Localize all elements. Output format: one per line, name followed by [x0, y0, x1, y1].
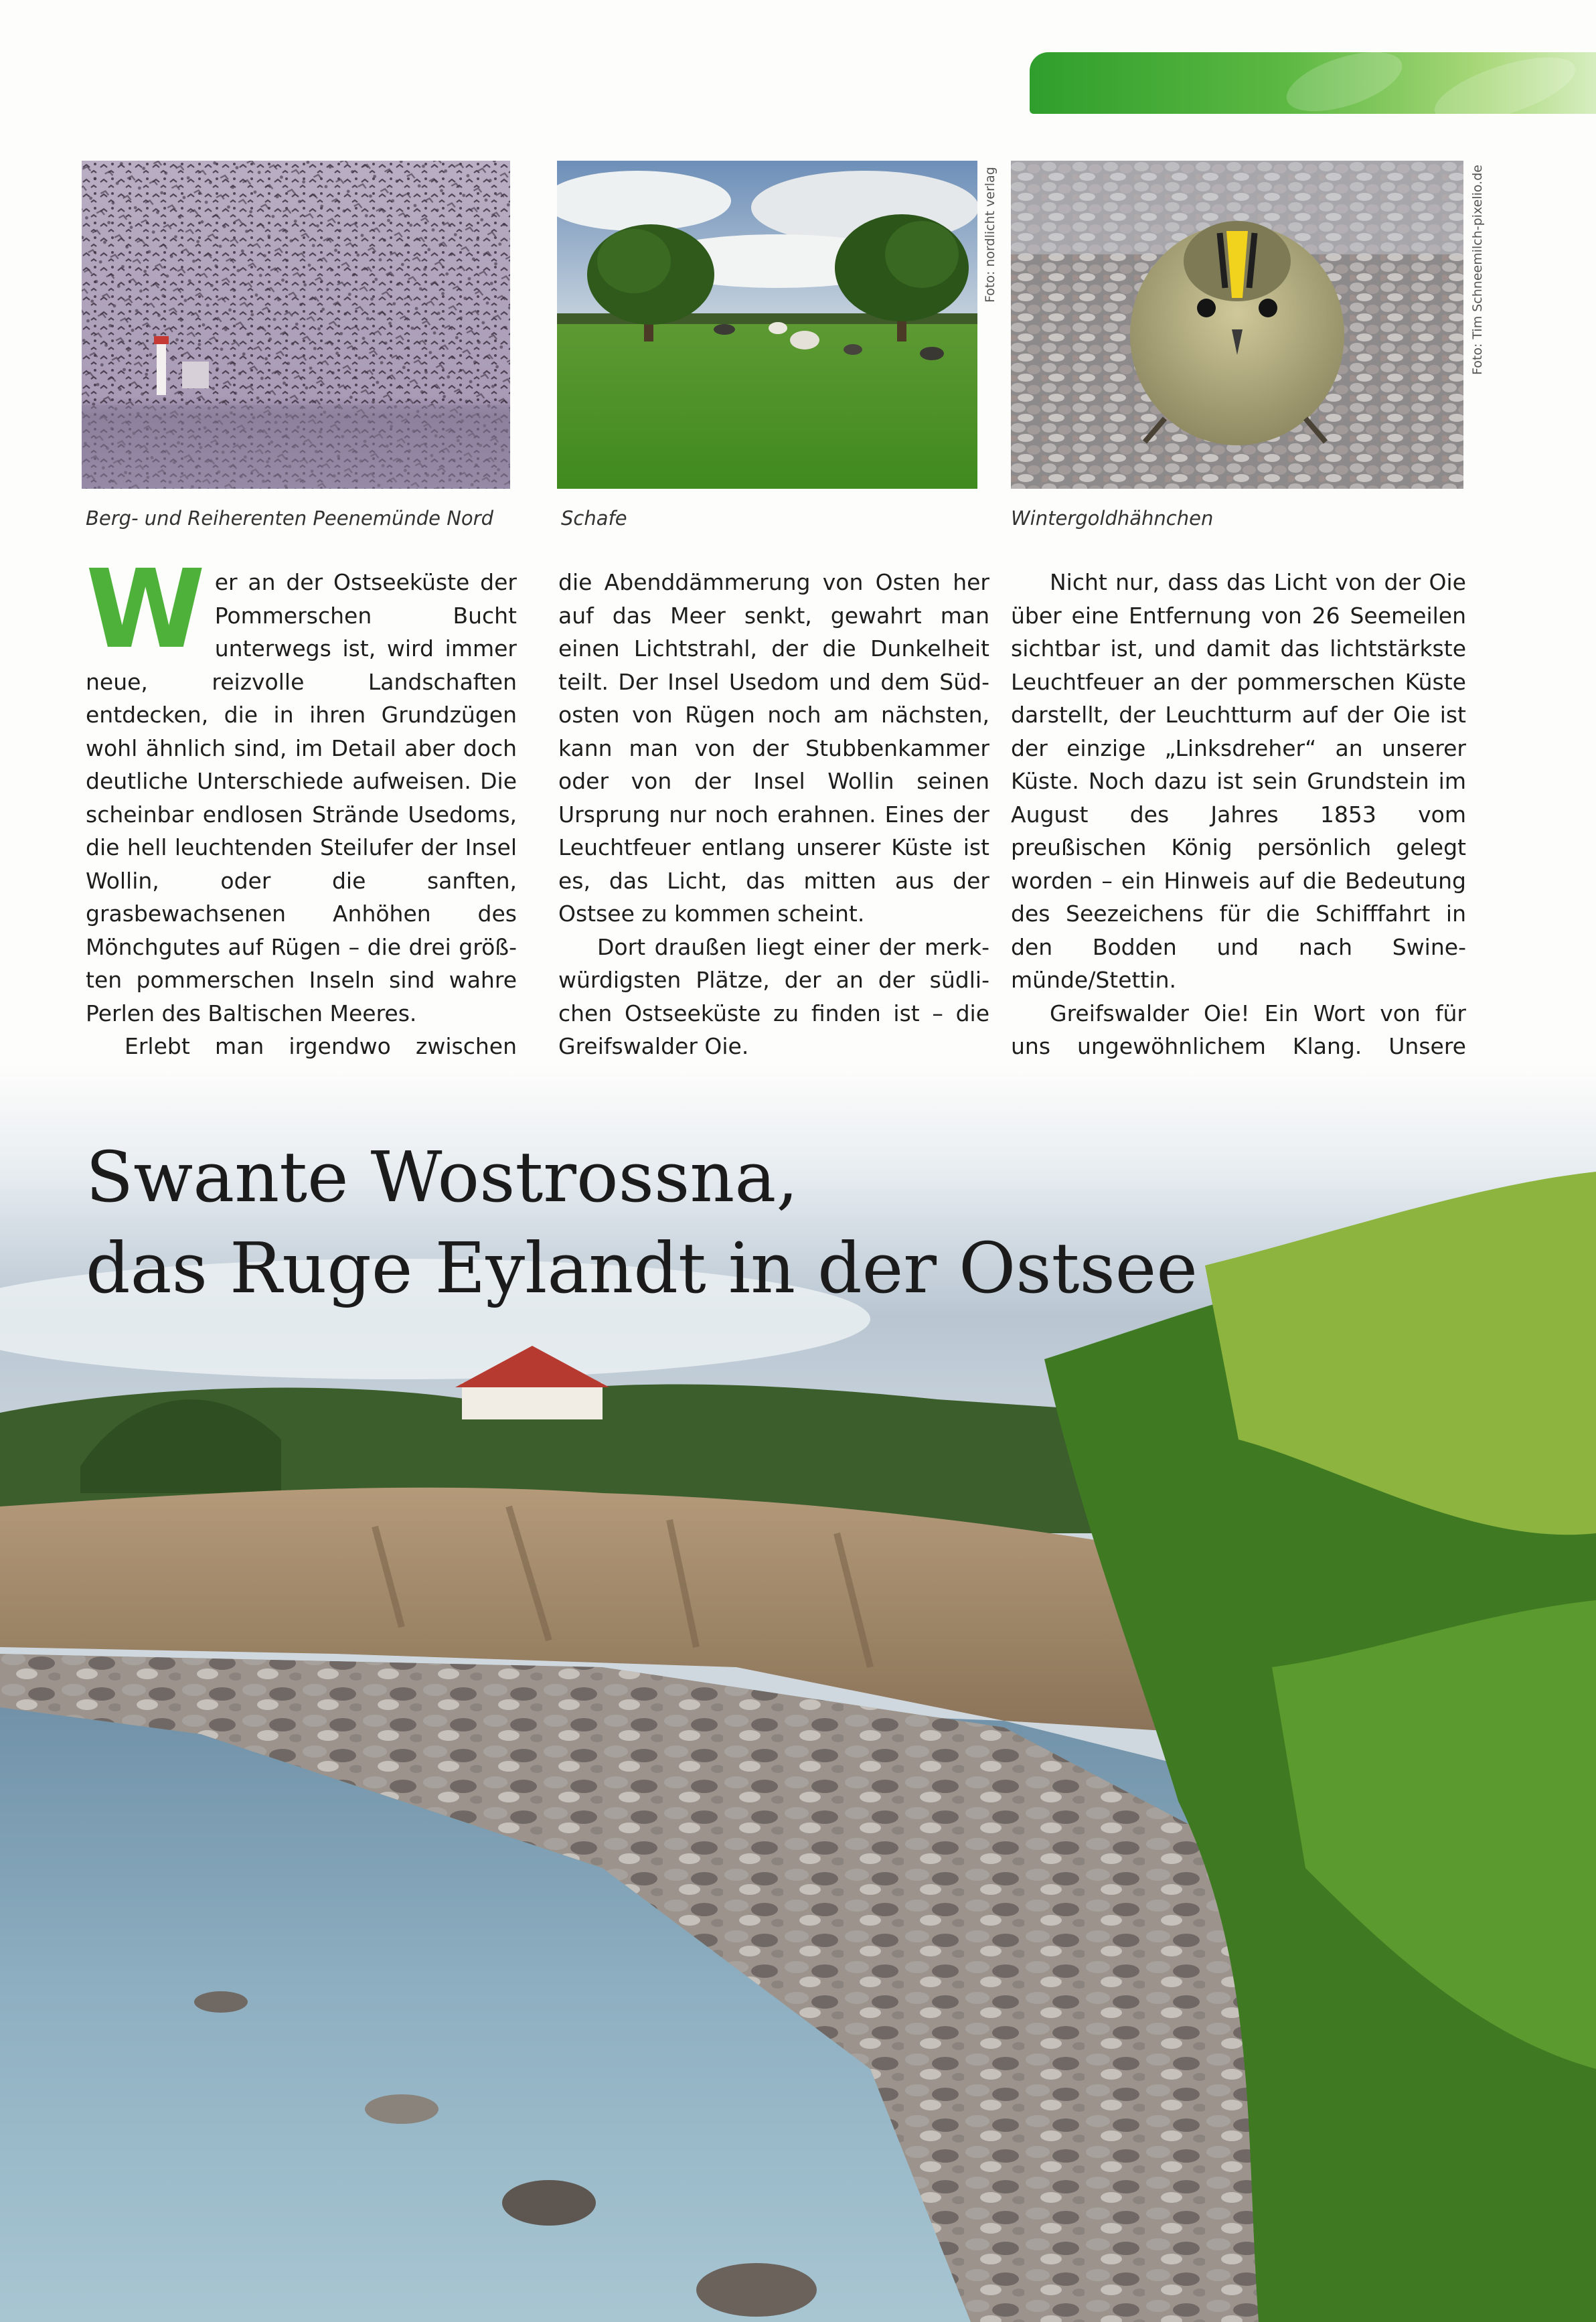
goldcrest-bird-icon: [1011, 161, 1463, 489]
meadow-with-trees-icon: [557, 161, 977, 489]
leaf-texture-icon: [1427, 44, 1582, 135]
photo-credit: Foto: nordlicht verlag: [983, 167, 998, 303]
article-column-2: [558, 566, 989, 1063]
paragraph: die Abenddämmerung von Osten her auf das Meer senkt, gewahrt man einen Lichtstrahl, der die Dunkelheit teilt. Der Insel Usedom und dem Südosten von Rügen noch am nächsten, kann man von der Stubbenkammer oder von der Insel Wollin seinen Ursprung nur noch erahnen. Eines der Leuchtfeuer entlang unserer Küste ist es, das Licht, das mitten aus der Ostsee zu kommen scheint.: [558, 569, 989, 927]
headline-line-2: das Ruge Eylandt in der Ostsee: [86, 1227, 1198, 1309]
article-column-1: [86, 547, 517, 1130]
paragraph: Erlebt man irgendwo zwischen: [125, 1033, 517, 1059]
drop-cap: W: [86, 547, 206, 673]
leaf-texture-icon: [1279, 40, 1409, 123]
flock-of-birds-icon: [82, 161, 510, 489]
photo-credit: Foto: Tim Schneemilch-pixelio.de: [1470, 165, 1485, 375]
photo-caption: Berg- und Reiherenten Peenemünde Nord: [86, 507, 493, 530]
paragraph: Greifswalder Oie! Ein Wort von für uns ungewöhnlichem Klang. Unsere: [1011, 1000, 1466, 1059]
paragraph: er an der Ostseeküste der Pommerschen Bucht unterwegs ist, wird immer neue, reizvolle Landschaften entdecken, die in ihren Grundzügen wohl ähnlich sind, im Detail aber doch deutliche Unterschiede aufweisen. Die scheinbar endlosen Strände Usedoms, die hell leuchtenden Steilufer der Insel Wollin, oder die sanften, grasbewachsenen Anhöhen des Mönchgutes auf Rügen – die drei größten pommerschen Inseln sind wahre Perlen des Baltischen Meeres.: [86, 569, 517, 1026]
photo-ducks: [82, 161, 510, 489]
green-corner-tab: [1030, 52, 1596, 114]
photo-caption: Schafe: [561, 507, 627, 530]
article-column-3: [1011, 566, 1466, 1130]
photo-sheep: [557, 161, 977, 489]
photo-caption: Wintergoldhähnchen: [1011, 507, 1214, 530]
paragraph: Dort draußen liegt einer der merkwürdigsten Plätze, der an der südlichen Ostseeküste zu finden ist – die Greifswalder Oie.: [558, 933, 989, 1059]
headline-line-1: Swante Wostrossna,: [86, 1136, 799, 1218]
paragraph: Nicht nur, dass das Licht von der Oie über eine Entfernung von 26 Seemeilen sichtbar ist, und damit das lichtstärkste Leuchtfeuer an der pommerschen Küste darstellt, der Leuchtturm auf der Oie ist der einzige „Linksdreher“ an unserer Küste. Noch dazu ist sein Grundstein im August des Jahres 1853 vom preußischen König persönlich gelegt worden – ein Hinweis auf die Bedeutung des Seezeichens für die Schifffahrt in den Bodden und nach Swinemünde/Stettin.: [1011, 569, 1466, 993]
article-headline: [86, 1132, 1198, 1314]
photo-goldcrest: [1011, 161, 1463, 489]
